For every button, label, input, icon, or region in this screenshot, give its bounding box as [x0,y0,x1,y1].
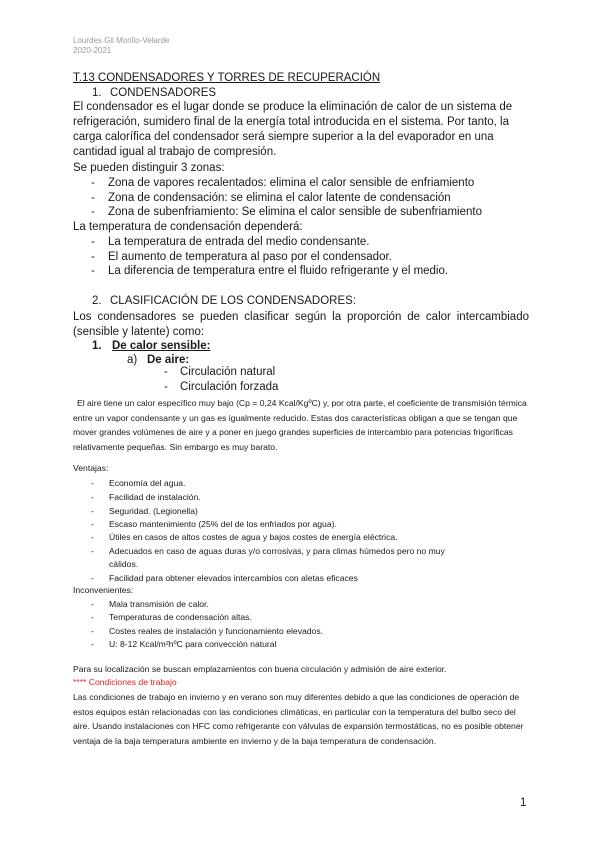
bullet-dash: - [91,506,94,516]
work-conditions-paragraph: Las condiciones de trabajo en invierno y en verano son muy diferentes debido a que las condiciones de operación de estos equipos están relacionadas con las condiciones climáticas, en particular con la temperatura del bulbo seco del aire. Usando instalaciones con HFC como refrigerante con válvulas de expansión termostáticas, no es posible obtener ventaja de la baja temperatura ambiente en invierno y de la baja temperatura de condensación. [73,692,524,746]
subsection-number: 1. [92,340,102,352]
section-2-number: 2. [92,295,102,307]
subsection-heading [92,340,210,352]
zones-intro: Se pueden distinguir 3 zonas: [73,162,225,174]
bullet-dash: - [164,366,168,378]
document-title: T.13 CONDENSADORES Y TORRES DE RECUPERACIÓN [73,72,381,84]
bullet-dash: - [91,177,95,189]
bullet-dash: - [91,251,95,263]
document-page: Lourdes Gil Morillo-Velarde 2020-2021 T.13 CONDENSADORES Y TORRES DE RECUPERACIÓN 1. CONDENSADORES El condensador es el lugar donde se produce la eliminación de calor de un sistema de refrigeración, sumidero final de la energía total introducida en el sistema. Por tanto, la carga calorífica del condensador será siempre superior a la del evaporador en una cantidad igual al trabajo de compresión. Se pueden distinguir 3 zonas: - Zona de vapores recalentados: elimina el calor sensible de enfriamiento - Zona de condensación: se elimina el calor latente de condensación - Zona de subenfriamiento: Se elimina el calor sensible de subenfriamiento La temperatura de condensación dependerá: - La temperatura de entrada del medio condensante. - El aumento de temperatura al paso por el condensador. - La diferencia de temperatura entre el fluido refrigerante y el medio. 2. CLASIFICACIÓN DE LOS CONDENSADORES: Los condensadores se pueden clasificar según la proporción de calor intercambiado (sensible y latente) como: 1. De calor sensible: a) De aire: - Circulación natural - Circulación forzada El aire tiene un calor específico muy bajo (Cp = 0,24 Kcal/KgºC) y, por otra parte, el coeficiente de transmisión térmica entre un vapor condensante y un gas es igualmente reducido. Estas dos características obligan a que se tengan que mover grandes volúmenes de aire y a poner en juego grandes superficies de intercambio para potencias frigoríficas relativamente pequeñas. Sin embargo es muy barato. Ventajas: - Economía del agua. - Facilidad de instalación. - Seguridad. (Legionella) - Escaso mantenimiento (25% del de los enfriados por agua). - Útiles en casos de altos costes de agua y bajos costes de energía eléctrica. - Adecuados en caso de aguas duras y/o corrosivas, y para climas húmedos pero no muy cálidos. - Facilidad para obtener elevados intercambios con aletas eficaces Inconvenientes: - Mala transmisión de calor. - Temperaturas de condensación altas. - Costes reales de instalación y funcionamiento elevados. - U: 8-12 Kcal/m²hºC para convección natural Para su localización se buscan emplazamientos con buena circulación y admisión de aire exterior. **** Condiciones de trabajo Las condiciones de trabajo en invierno y en verano son muy diferentes debido a que las condiciones de operación de estos equipos están relacionadas con las condiciones climáticas, en particular con la temperatura del bulbo seco del aire. Usando instalaciones con HFC como refrigerante con válvulas de expansión termostáticas, no es posible obtener ventaja de la baja temperatura ambiente en invierno y de la baja temperatura de condensación. 1 [0,0,600,848]
section-1-title: CONDENSADORES [110,87,217,99]
bullet-dash: - [91,612,94,622]
location-note: Para su localización se buscan emplazamientos con buena circulación y admisión de aire exterior. [73,664,447,674]
subsection-title: De calor sensible: [112,340,211,352]
section-2-intro: Los condensadores se pueden clasificar según la proporción de calor intercambiado (sensible y latente) como: [73,311,529,338]
bullet-dash: - [91,236,95,248]
subsubsection-heading [127,354,189,366]
bullet-dash: - [91,265,95,277]
air-paragraph: El aire tiene un calor específico muy bajo (Cp = 0,24 Kcal/KgºC) y, por otra parte, el coeficiente de transmisión térmica entre un vapor condensante y un gas es igualmente reducido. Estas dos características obligan a que se tengan que mover grandes volúmenes de aire y a poner en juego grandes superficies de intercambio para potencias frigoríficas relativamente pequeñas. Sin embargo es muy barato. [73,398,527,452]
bullet-dash: - [91,206,95,218]
advantages-label: Ventajas: [73,463,109,473]
header-year: 2020-2021 [73,46,112,55]
section-1-number: 1. [92,87,102,99]
subsubsection-title: De aire: [147,354,190,366]
section-1-heading [92,87,216,99]
bullet-dash: - [91,626,94,636]
header-author: Lourdes Gil Morillo-Velarde [73,36,170,45]
bullet-dash: - [91,546,94,556]
bullet-dash: - [91,639,94,649]
bullet-dash: - [164,381,168,393]
temp-intro: La temperatura de condensación dependerá: [73,221,303,233]
work-conditions-heading: **** Condiciones de trabajo [73,677,177,687]
bullet-dash: - [91,478,94,488]
bullet-dash: - [91,599,94,609]
bullet-dash: - [91,532,94,542]
bullet-dash: - [91,192,95,204]
bullet-dash: - [91,492,94,502]
bullet-dash: - [91,573,94,583]
section-2-heading [92,295,356,307]
disadvantages-label: Inconvenientes: [73,585,134,595]
section-2-title: CLASIFICACIÓN DE LOS CONDENSADORES: [110,295,357,307]
subsubsection-letter: a) [127,354,138,366]
page-number: 1 [520,797,527,809]
bullet-dash: - [91,519,94,529]
section-1-intro: El condensador es el lugar donde se produce la eliminación de calor de un sistema de refrigeración, sumidero final de la energía total introducida en el sistema. Por tanto, la carga calorífica del condensador será siempre superior a la del evaporador en una cantidad igual al trabajo de compresión. [73,101,513,158]
